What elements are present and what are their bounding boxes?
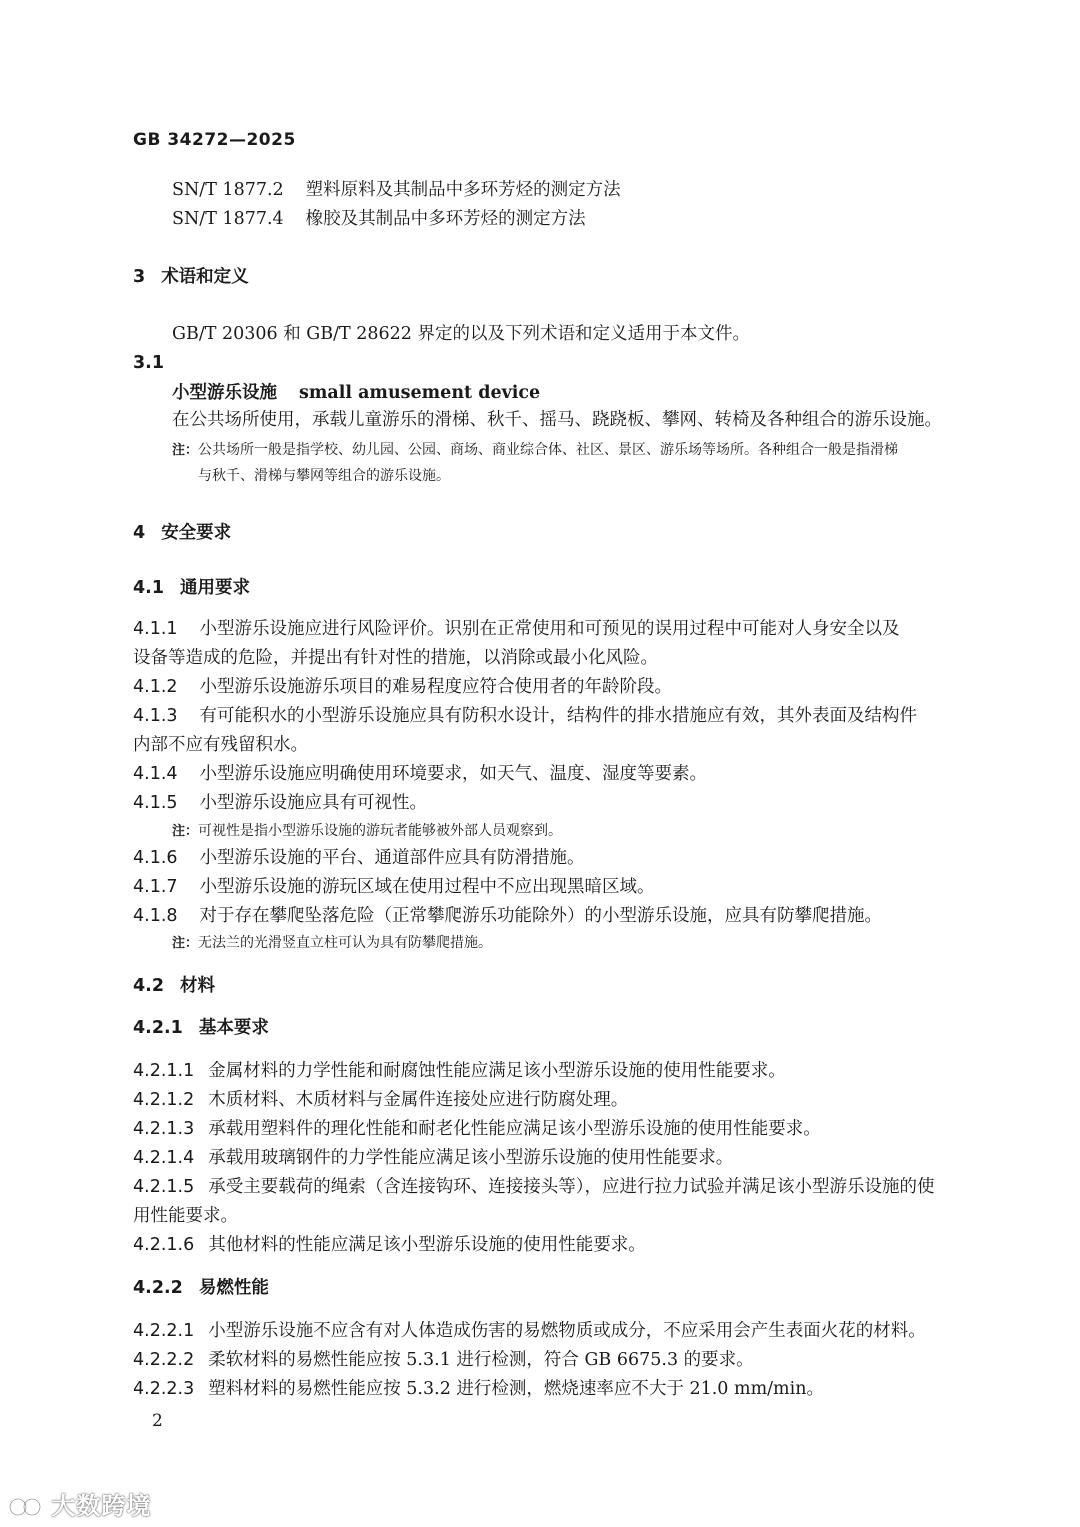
clause-text: 承载用玻璃钢件的力学性能应满足该小型游乐设施的使用性能要求。 xyxy=(208,1148,734,1168)
term-note-cont: 与秋千、滑梯与攀网等组合的游乐设施。 xyxy=(198,468,450,484)
clause-number: 4.1.5 xyxy=(133,793,178,813)
clause-4-1-3 xyxy=(133,705,917,727)
section-number: 4.2 xyxy=(133,976,165,996)
clause-4-1-6 xyxy=(133,847,585,869)
clause-number: 4.1.7 xyxy=(133,877,178,897)
section-number: 4.2.1 xyxy=(133,1018,183,1038)
term-zh: 小型游乐设施 xyxy=(172,383,277,403)
clause-4-2-1-4 xyxy=(133,1147,733,1169)
clause-4-1-2 xyxy=(133,676,672,698)
section-title: 术语和定义 xyxy=(161,267,249,287)
clause-4-2-2-2 xyxy=(133,1349,754,1371)
note-label: 注： xyxy=(172,443,199,458)
watermark-logo-icon xyxy=(8,1496,42,1518)
clause-4-1-1 xyxy=(133,618,900,640)
clause-4-1-5 xyxy=(133,792,427,814)
clause-number: 4.2.1.4 xyxy=(133,1148,195,1168)
clause-text: 承受主要载荷的绳索（含连接钩环、连接接头等），应进行拉力试验并满足该小型游乐设施的使 xyxy=(208,1177,935,1197)
note-text: 可视性是指小型游乐设施的游玩者能够被外部人员观察到。 xyxy=(198,823,563,839)
clause-4-2-1-6 xyxy=(133,1234,646,1256)
ref-title: 塑料原料及其制品中多环芳烃的测定方法 xyxy=(305,180,621,200)
clause-text: 木质材料、木质材料与金属件连接处应进行防腐处理。 xyxy=(208,1090,629,1110)
clause-text: 小型游乐设施应具有可视性。 xyxy=(199,793,428,813)
note-label: 注： xyxy=(172,824,199,839)
watermark-text: 大数跨境 xyxy=(51,1492,152,1520)
clause-4-2-1-5-cont: 用性能要求。 xyxy=(133,1206,238,1226)
section-title: 安全要求 xyxy=(161,523,232,543)
clause-number: 4.2.2.1 xyxy=(133,1321,195,1341)
section-number: 4.2.2 xyxy=(133,1278,183,1298)
clause-number: 4.1.8 xyxy=(133,906,178,926)
clause-text: 有可能积水的小型游乐设施应具有防积水设计，结构件的排水措施应有效，其外表面及结构件 xyxy=(199,706,918,726)
term-note xyxy=(172,440,898,461)
clause-text: 金属材料的力学性能和耐腐蚀性能应满足该小型游乐设施的使用性能要求。 xyxy=(208,1061,786,1081)
term-en: small amusement device xyxy=(299,383,541,403)
section-title: 材料 xyxy=(180,976,216,996)
subsection-heading-4-2-1 xyxy=(133,1017,269,1039)
clause-4-2-1-5 xyxy=(133,1176,934,1198)
clause-number: 4.2.2.2 xyxy=(133,1350,195,1370)
clause-number: 4.1.2 xyxy=(133,677,178,697)
note-label: 注： xyxy=(172,936,199,951)
section-heading-3 xyxy=(133,266,249,288)
section-heading-4 xyxy=(133,522,231,544)
clause-note xyxy=(172,821,562,842)
section-number: 3 xyxy=(133,267,146,287)
clause-4-2-2-1 xyxy=(133,1320,926,1342)
term-heading xyxy=(172,382,540,404)
clause-4-2-1-1 xyxy=(133,1060,786,1082)
section-title: 通用要求 xyxy=(180,578,251,598)
ref-code: SN/T 1877.2 xyxy=(172,180,284,200)
ref-row xyxy=(172,208,586,230)
clause-number: 4.1.1 xyxy=(133,619,178,639)
clause-number: 4.2.2.3 xyxy=(133,1379,195,1399)
section-number: 4.1 xyxy=(133,578,165,598)
clause-4-2-1-3 xyxy=(133,1118,821,1140)
clause-number: 4.1.6 xyxy=(133,848,178,868)
clause-text: 对于存在攀爬坠落危险（正常攀爬游乐功能除外）的小型游乐设施，应具有防攀爬措施。 xyxy=(199,906,883,926)
clause-4-1-4 xyxy=(133,763,707,785)
section-intro: GB/T 20306 和 GB/T 28622 界定的以及下列术语和定义适用于本文件。 xyxy=(172,324,750,344)
clause-number: 4.2.1.1 xyxy=(133,1061,195,1081)
note-text: 公共场所一般是指学校、幼儿园、公园、商场、商业综合体、社区、景区、游乐场等场所。各种组合一般是指滑梯 xyxy=(198,442,899,458)
clause-4-2-2-3 xyxy=(133,1378,824,1400)
clause-4-1-8 xyxy=(133,905,882,927)
section-title: 易燃性能 xyxy=(198,1278,269,1298)
note-text: 无法兰的光滑竖直立柱可认为具有防攀爬措施。 xyxy=(198,935,493,951)
clause-text: 塑料材料的易燃性能应按 5.3.2 进行检测，燃烧速率应不大于 21.0 mm/min。 xyxy=(208,1379,825,1399)
clause-text: 小型游乐设施的平台、通道部件应具有防滑措施。 xyxy=(199,848,585,868)
clause-text: 其他材料的性能应满足该小型游乐设施的使用性能要求。 xyxy=(208,1235,646,1255)
ref-code: SN/T 1877.4 xyxy=(172,209,284,229)
term-definition: 在公共场所使用，承载儿童游乐的滑梯、秋千、摇马、跷跷板、攀网、转椅及各种组合的游乐设施。 xyxy=(172,410,942,430)
clause-number: 4.1.3 xyxy=(133,706,178,726)
page-number: 2 xyxy=(152,1411,163,1431)
clause-text: 柔软材料的易燃性能应按 5.3.1 进行检测，符合 GB 6675.3 的要求。 xyxy=(208,1350,754,1370)
watermark xyxy=(8,1486,151,1521)
clause-note xyxy=(172,933,492,954)
clause-number: 4.2.1.3 xyxy=(133,1119,195,1139)
clause-text: 小型游乐设施应进行风险评价。识别在正常使用和可预见的误用过程中可能对人身安全以及 xyxy=(199,619,900,639)
subsection-heading-4-1 xyxy=(133,577,250,599)
clause-number: 4.1.4 xyxy=(133,764,178,784)
term-number: 3.1 xyxy=(133,353,165,373)
clause-number: 4.2.1.2 xyxy=(133,1090,195,1110)
clause-text: 小型游乐设施不应含有对人体造成伤害的易燃物质或成分，不应采用会产生表面火花的材料。 xyxy=(208,1321,926,1341)
ref-row xyxy=(172,179,621,201)
clause-text: 小型游乐设施应明确使用环境要求，如天气、温度、湿度等要素。 xyxy=(199,764,708,784)
clause-text: 小型游乐设施的游玩区域在使用过程中不应出现黑暗区域。 xyxy=(199,877,655,897)
subsection-heading-4-2 xyxy=(133,975,215,997)
clause-4-1-7 xyxy=(133,876,655,898)
ref-title: 橡胶及其制品中多环芳烃的测定方法 xyxy=(305,209,586,229)
standard-id: GB 34272—2025 xyxy=(133,130,296,150)
section-number: 4 xyxy=(133,523,146,543)
clause-text: 承载用塑料件的理化性能和耐老化性能应满足该小型游乐设施的使用性能要求。 xyxy=(208,1119,821,1139)
subsection-heading-4-2-2 xyxy=(133,1277,269,1299)
clause-text: 小型游乐设施游乐项目的难易程度应符合使用者的年龄阶段。 xyxy=(199,677,673,697)
clause-4-1-1-cont: 设备等造成的危险，并提出有针对性的措施，以消除或最小化风险。 xyxy=(133,648,658,668)
clause-number: 4.2.1.6 xyxy=(133,1235,195,1255)
section-title: 基本要求 xyxy=(198,1018,269,1038)
clause-number: 4.2.1.5 xyxy=(133,1177,195,1197)
clause-4-2-1-2 xyxy=(133,1089,628,1111)
clause-4-1-3-cont: 内部不应有残留积水。 xyxy=(133,735,308,755)
